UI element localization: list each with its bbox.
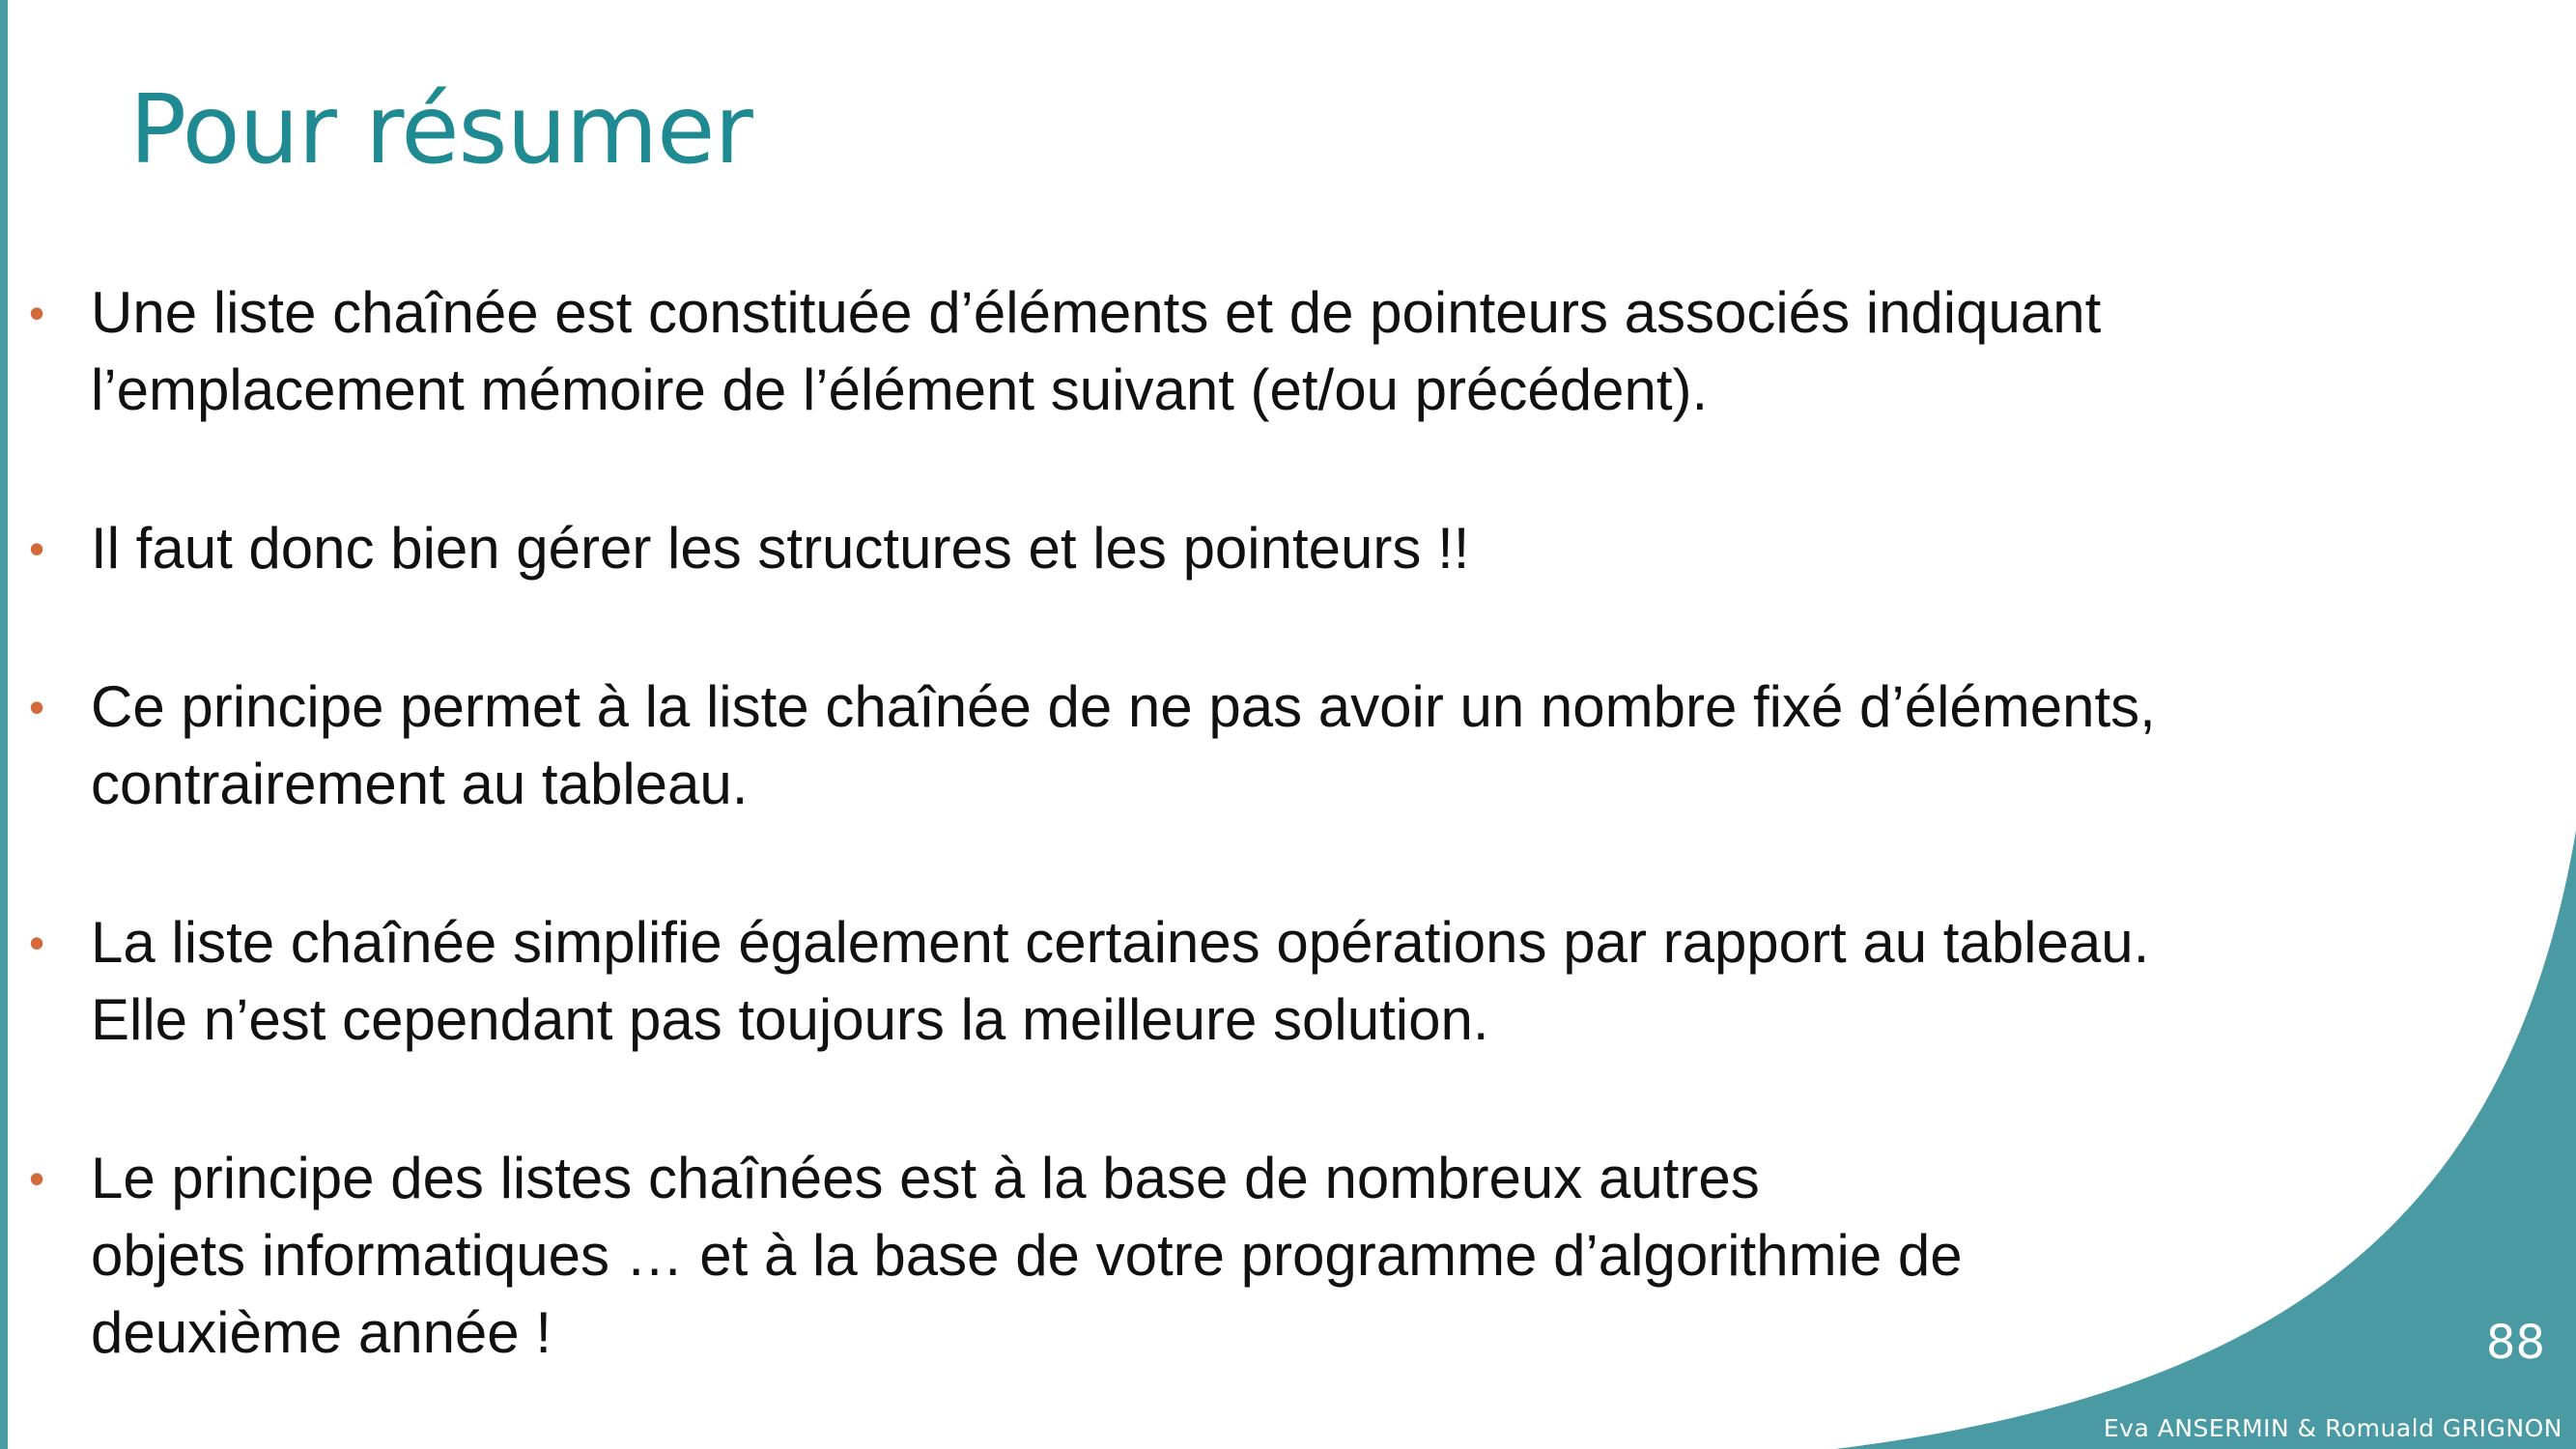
bullet-item xyxy=(0,904,2337,1059)
bullet-dot-icon: • xyxy=(29,682,45,732)
bullet-item xyxy=(0,510,2337,587)
page-number: 88 xyxy=(2485,1316,2545,1370)
footer-authors: Eva ANSERMIN & Romuald GRIGNON xyxy=(2103,1414,2562,1442)
bullet-item xyxy=(0,274,2337,429)
bullet-line: contrairement au tableau. xyxy=(91,752,749,816)
bullet-line: objets informatiques … et à la base de votre programme d’algorithmie de xyxy=(91,1223,1963,1288)
bullet-dot-icon: • xyxy=(29,918,45,968)
bullet-line: l’emplacement mémoire de l’élément suivant (et/ou précédent). xyxy=(91,357,1709,422)
slide-title: Pour résumer xyxy=(129,75,752,185)
bullet-item xyxy=(0,1140,2337,1372)
bullet-line: Ce principe permet à la liste chaînée de ne pas avoir un nombre fixé d’éléments, xyxy=(91,674,2156,739)
bullet-dot-icon: • xyxy=(29,1153,45,1204)
bullet-line: La liste chaînée simplifie également certaines opérations par rapport au tableau. xyxy=(91,910,2150,975)
bullet-item xyxy=(0,668,2337,823)
bullet-list xyxy=(0,274,2337,1449)
bullet-line: deuxième année ! xyxy=(91,1300,552,1365)
bullet-dot-icon: • xyxy=(29,288,45,338)
bullet-line: Le principe des listes chaînées est à la base de nombreux autres xyxy=(91,1146,1760,1210)
bullet-line: Une liste chaînée est constituée d’éléments et de pointeurs associés indiquant xyxy=(91,280,2102,345)
bullet-line: Elle n’est cependant pas toujours la meilleure solution. xyxy=(91,987,1489,1052)
bullet-dot-icon: • xyxy=(29,524,45,574)
bullet-line: Il faut donc bien gérer les structures et les pointeurs !! xyxy=(91,516,1470,581)
